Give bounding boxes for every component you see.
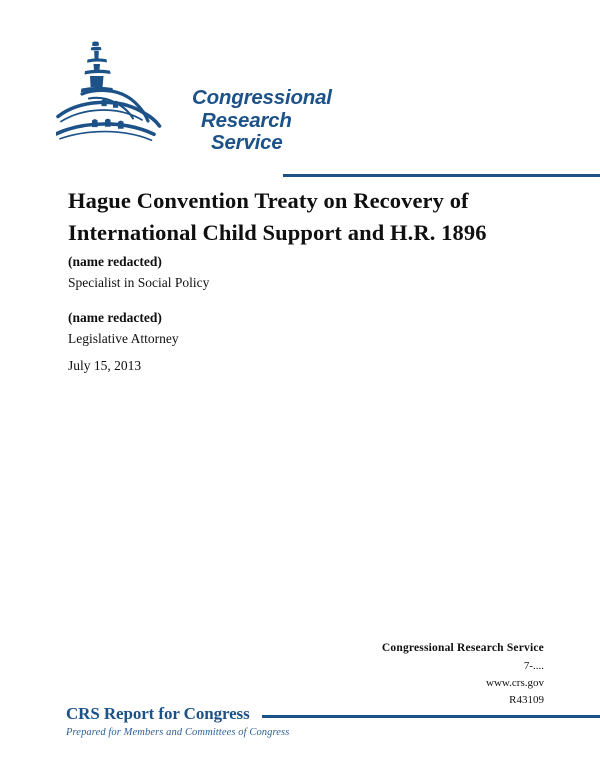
wordmark-line-congressional: Congressional <box>192 86 332 109</box>
masthead <box>56 38 544 154</box>
contact-website[interactable]: www.crs.gov <box>486 676 544 689</box>
capitol-dome-icon <box>56 38 196 146</box>
author-entry <box>68 308 468 350</box>
author-role: Specialist in Social Policy <box>68 274 210 290</box>
report-title-line-1: Hague Convention Treaty on Recovery of <box>68 188 469 214</box>
report-title-line-2: International Child Support and H.R. 1896 <box>68 220 487 245</box>
contact-phone: 7-.... <box>523 659 544 672</box>
author-entry <box>68 252 468 294</box>
author-name: (name redacted) <box>68 309 162 325</box>
branding-subtitle: Prepared for Members and Committees of Congress <box>66 727 290 738</box>
masthead-divider-rule <box>283 174 600 177</box>
report-number: R43109 <box>509 693 544 706</box>
wordmark-line-research: Research <box>201 108 292 132</box>
report-title <box>68 185 528 249</box>
author-name: (name redacted) <box>68 254 162 269</box>
branding-title: CRS Report for Congress <box>66 704 250 723</box>
wordmark-line-service: Service <box>211 131 283 154</box>
crs-wordmark <box>192 88 332 154</box>
branding-divider-rule <box>262 715 600 718</box>
author-list <box>68 252 468 364</box>
author-role: Legislative Attorney <box>68 330 179 346</box>
contact-organization: Congressional Research Service <box>381 642 544 654</box>
publication-date: July 15, 2013 <box>68 358 142 373</box>
crs-branding-footer <box>66 704 546 738</box>
contact-block <box>284 640 544 709</box>
